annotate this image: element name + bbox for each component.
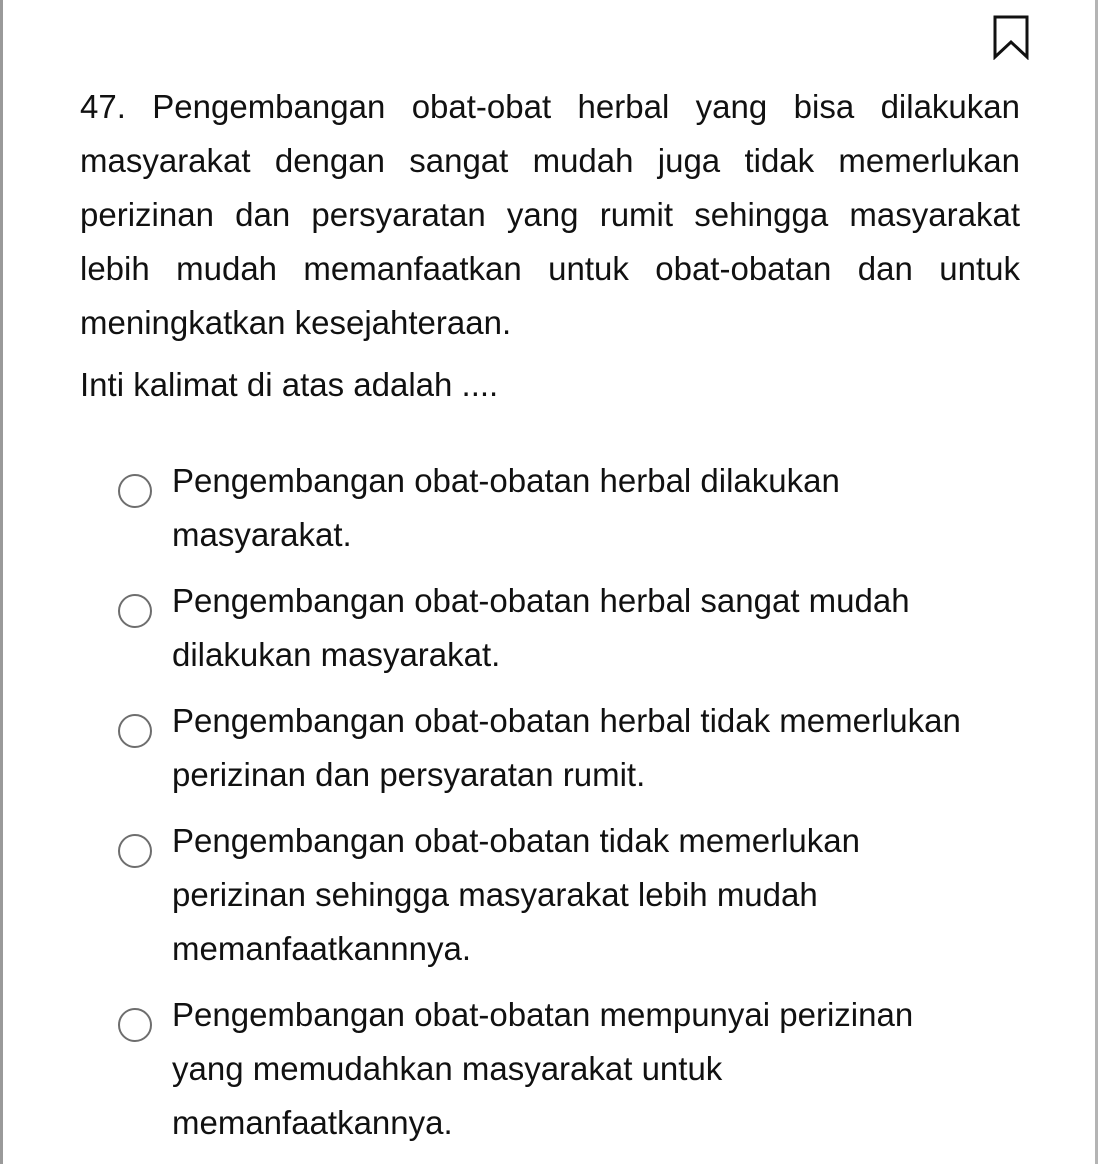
radio-unchecked-icon[interactable]	[118, 1008, 152, 1042]
radio-unchecked-icon[interactable]	[118, 474, 152, 508]
option-c[interactable]	[118, 694, 998, 802]
question-prompt: Inti kalimat di atas adalah ....	[80, 366, 499, 403]
option-b[interactable]	[118, 574, 998, 682]
option-d[interactable]	[118, 814, 998, 976]
option-label: Pengembangan obat-obatan herbal sangat mudah dilakukan masyarakat.	[172, 582, 910, 673]
option-label: Pengembangan obat-obatan herbal tidak memerlukan perizinan dan persyaratan rumit.	[172, 702, 961, 793]
radio-unchecked-icon[interactable]	[118, 714, 152, 748]
left-border	[0, 0, 3, 1164]
answer-options	[118, 454, 998, 1162]
option-e[interactable]	[118, 988, 998, 1150]
option-label: Pengembangan obat-obatan mempunyai perizinan yang memudahkan masyarakat untuk memanfaatkannya.	[172, 996, 914, 1141]
radio-unchecked-icon[interactable]	[118, 594, 152, 628]
option-a[interactable]	[118, 454, 998, 562]
question-text: 47. Pengembangan obat-obat herbal yang bisa dilakukan masyarakat dengan sangat mudah juga tidak memerlukan perizinan dan persyaratan yang rumit sehingga masyarakat lebih mudah memanfaatkan untuk obat-obatan dan untuk meningkatkan kesejahteraan.	[80, 88, 1020, 341]
option-label: Pengembangan obat-obatan herbal dilakukan masyarakat.	[172, 462, 840, 553]
radio-unchecked-icon[interactable]	[118, 834, 152, 868]
bookmark-icon[interactable]	[992, 14, 1030, 60]
option-label: Pengembangan obat-obatan tidak memerlukan perizinan sehingga masyarakat lebih mudah memanfaatkannnya.	[172, 822, 860, 967]
